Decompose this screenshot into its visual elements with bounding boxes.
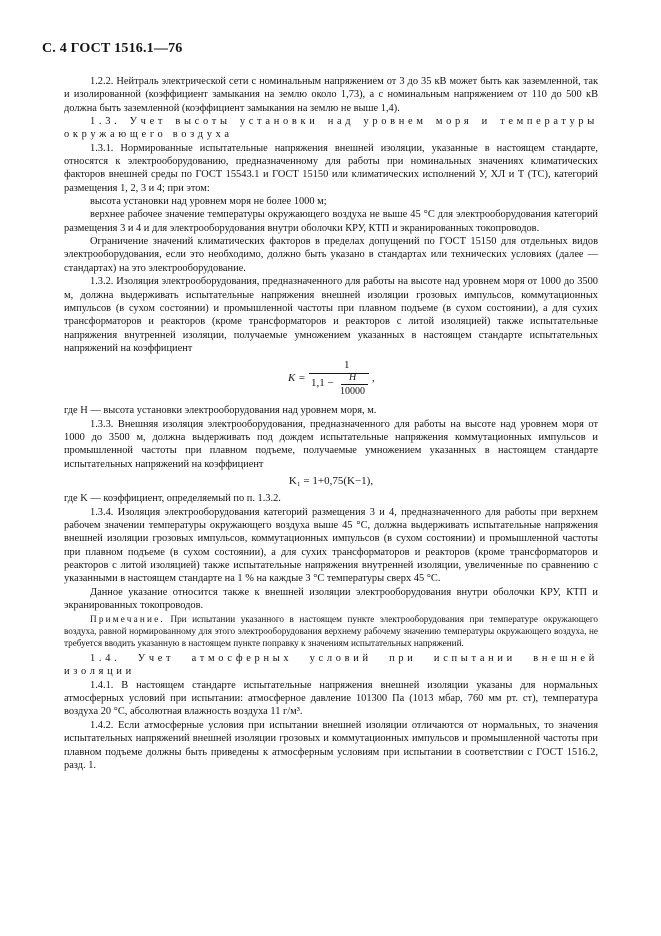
paragraph-1-3-4-enclosures: Данное указание относится также к внешней изоляции электрооборудования внутри оболочки КРУ, КТП и экранированных токопроводов. <box>64 586 598 612</box>
formula-k <box>64 359 598 401</box>
formula-k-denominator-prefix: 1,1 − <box>311 377 334 390</box>
section-heading-1-4: 1.4. Учет атмосферных условий при испытании внешней изоляции <box>64 653 598 678</box>
section-heading-1-3: 1.3. Учет высоты установки над уровнем моря и температуры окружающего воздуха <box>64 116 598 141</box>
formula-k-numerator: 1 <box>344 359 350 372</box>
paragraph-1-3-1-temperature: верхнее рабочее значение температуры окружающего воздуха не выше 45 °С для электрооборудования категорий размещения 3 и 4 и для электрооборудования внутри оболочки КРУ, КТП и экранированных токопроводов. <box>64 209 598 234</box>
paragraph-1-3-1-limits: Ограничение значений климатических факторов в пределах допущений по ГОСТ 15150 для отдельных видов электрооборудования, если это необходимо, должно быть указано в стандартах или технических условиях (далее — стандартах) на это электрооборудование. <box>64 236 598 274</box>
formula-k1-explanation: где K — коэффициент, определяемый по п. 1.3.2. <box>64 493 281 505</box>
paragraph-1-3-3: 1.3.3. Внешняя изоляция электрооборудования, предназначенного для работы на высоте над уровнем моря от 1000 до 3500 м, должна выдерживать под дождем испытательные напряжения коммутационных импульсов и промышленной частоты при плавном подъеме, получаемые умножением указанных в настоящем стандарте испытательных напряжений на коэффициент <box>64 418 598 470</box>
note-text: При испытании указанного в настоящем пункте электрооборудования при температуре окружающего воздуха, равной нормированному для этого электрооборудования верхнему рабочему значению температуры окружающего воздуха, не требуется вводить указанную в настоящем пункте поправку к значениям испытательных напряжений. <box>64 614 598 649</box>
page-header: С. 4 ГОСТ 1516.1—76 <box>42 41 183 56</box>
paragraph-1-3-1: 1.3.1. Нормированные испытательные напряжения внешней изоляции, указанные в настоящем стандарте, относятся к электрооборудованию, предназначенному для работы при номинальных значениях климатических факторов внешней среды по ГОСТ 15543.1 и ГОСТ 15150 или климатических исполнений У, ХЛ и Т (ТС), категорий размещения 1, 2, 3 и 4; при этом: <box>64 142 598 194</box>
formula-k1: K₁ = 1+0,75(K−1), <box>288 474 374 487</box>
paragraph-1-4-2: 1.4.2. Если атмосферные условия при испытании внешней изоляции отличаются от нормальных, то значения испытательных напряжений внешней изоляции грозовых и коммутационных импульсов и промышленной частоты при плавном подъеме должны быть приведены к атмосферным условиям при испытании в соответствии с ГОСТ 1516.2, разд. 1. <box>64 719 598 771</box>
paragraph-1-3-1-altitude: высота установки над уровнем моря не более 1000 м; <box>90 196 327 208</box>
document-body <box>64 75 598 772</box>
formula-k-inner-denominator: 10000 <box>340 386 365 398</box>
formula-k-inner-numerator: H <box>349 372 357 384</box>
formula-k-explanation: где H — высота установки электрооборудования над уровнем моря, м. <box>64 405 377 417</box>
paragraph-1-2-2: 1.2.2. Нейтраль электрической сети с номинальным напряжением от 3 до 35 кВ может быть как заземленной, так и изолированной (коэффициент замыкания на землю около 1,73), а с номинальным напряжением от 110 до 500 кВ должна быть заземленной (коэффициент замыкания на землю не выше 1,4). <box>64 76 598 114</box>
formula-k-tail: , <box>372 372 375 385</box>
paragraph-1-4-1: 1.4.1. В настоящем стандарте испытательные напряжения внешней изоляции указаны для нормальных атмосферных условий при испытании: атмосферное давление 101300 Па (1013 мбар, 760 мм рт. ст), температура воздуха 20 °С, абсолютная влажность воздуха 11 г/м³. <box>64 679 598 718</box>
note-label: Примечание. <box>90 614 165 625</box>
paragraph-1-3-2: 1.3.2. Изоляция электрооборудования, предназначенного для работы на высоте над уровнем моря от 1000 до 3500 м, должна выдерживать испытательные напряжения внешней изоляции грозовых импульсов, коммутационных импульсов (в сухом состоянии) и промышленной частоты при плавном подъеме (в сухом состоянии), а для сухих трансформаторов и реакторов (кроме трансформаторов и реакторов с литой изоляцией) также испытательные напряжения внутренней изоляции, получаемые умножением указанных в настоящем стандарте испытательных напряжений на коэффициент <box>64 276 598 354</box>
formula-k-fraction-line <box>309 373 369 374</box>
note <box>64 614 598 650</box>
paragraph-1-3-4: 1.3.4. Изоляция электрооборудования категорий размещения 3 и 4, предназначенного для работы при верхнем рабочем значении температуры окружающего воздуха выше 45 °С, должна выдерживать испытательные напряжения внешней изоляции грозовых импульсов, коммутационных импульсов (в сухом состоянии) и промышленной частоты при плавном подъеме (в сухом состоянии), а для сухих трансформаторов и реакторов (кроме трансформаторов и реакторов с литой изоляцией) также испытательные напряжения внутренней изоляции, увеличенные по сравнению с указанными в настоящем стандарте на 1 % на каждые 3 °С температуры сверх 45 °С. <box>64 506 598 585</box>
formula-k-lhs: K = <box>288 372 306 385</box>
